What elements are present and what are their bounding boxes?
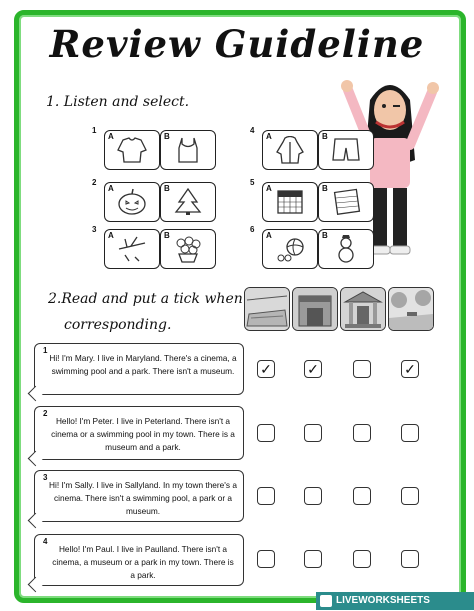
card-number: 1	[43, 346, 48, 355]
option-a-calendar[interactable]	[262, 182, 318, 222]
listen-item	[92, 178, 214, 222]
tick-box-2-pool[interactable]	[257, 424, 275, 442]
text-card-1	[34, 343, 244, 395]
tick-box-3-park[interactable]	[401, 487, 419, 505]
option-b-christmas-tree[interactable]	[160, 182, 216, 222]
text-card-2	[34, 406, 244, 460]
tick-box-4-museum[interactable]	[353, 550, 371, 568]
item-number: 2	[92, 178, 97, 187]
item-number: 6	[250, 225, 255, 234]
option-b-snowman[interactable]	[318, 229, 374, 269]
place-swimming-pool	[244, 287, 290, 331]
tick-box-4-park[interactable]	[401, 550, 419, 568]
option-letter: A	[108, 184, 114, 193]
tick-box-4-cinema[interactable]	[304, 550, 322, 568]
text-card-4	[34, 534, 244, 586]
option-letter: B	[164, 231, 170, 240]
listen-item	[250, 126, 372, 170]
option-a-sweater[interactable]	[104, 130, 160, 170]
shorts-icon	[331, 136, 361, 164]
page-title: Review Guideline	[49, 22, 425, 66]
liveworksheets-badge[interactable]	[316, 592, 474, 610]
card-text: Hello! I'm Peter. I live in Peterland. There isn't a cinema or a swimming pool in my town. There is a museum and a park.	[51, 416, 235, 452]
tank-top-icon	[173, 136, 203, 164]
section-1-heading: 1. Listen and select.	[46, 94, 190, 110]
place-cinema	[292, 287, 338, 331]
listen-item	[250, 225, 372, 269]
place-museum	[340, 287, 386, 331]
tick-box-1-museum[interactable]	[353, 360, 371, 378]
option-b-shorts[interactable]	[318, 130, 374, 170]
option-letter: B	[164, 132, 170, 141]
calendar-icon	[275, 188, 305, 216]
beach-ball-icon	[275, 235, 305, 263]
branch-icon	[117, 235, 147, 263]
tick-box-1-pool[interactable]: ✓	[257, 360, 275, 378]
calendar-icon	[331, 188, 361, 216]
cinema-icon	[293, 288, 337, 330]
pumpkin-icon	[117, 188, 147, 216]
tick-box-3-museum[interactable]	[353, 487, 371, 505]
item-number: 1	[92, 126, 97, 135]
card-text: Hi! I'm Mary. I live in Maryland. There's a cinema, a swimming pool and a park. There isn't a museum.	[49, 353, 237, 376]
tick-box-4-pool[interactable]	[257, 550, 275, 568]
card-text: Hi! I'm Sally. I live in Sallyland. In my town there's a cinema. There isn't a swimming pool, a park or a museum.	[49, 480, 237, 516]
text-card-3	[34, 470, 244, 522]
tick-box-2-museum[interactable]	[353, 424, 371, 442]
item-number: 4	[250, 126, 255, 135]
option-a-branches[interactable]	[104, 229, 160, 269]
tick-box-1-park[interactable]: ✓	[401, 360, 419, 378]
item-number: 3	[92, 225, 97, 234]
listen-item	[92, 126, 214, 170]
option-letter: A	[266, 132, 272, 141]
option-letter: B	[322, 184, 328, 193]
christmas-tree-icon	[173, 188, 203, 216]
museum-icon	[341, 288, 385, 330]
card-number: 2	[43, 409, 48, 418]
section-2-heading	[48, 286, 248, 338]
tick-box-2-park[interactable]	[401, 424, 419, 442]
option-b-january-calendar[interactable]	[318, 182, 374, 222]
option-letter: A	[108, 231, 114, 240]
tick-box-3-pool[interactable]	[257, 487, 275, 505]
snowman-icon	[331, 235, 361, 263]
tick-box-1-cinema[interactable]: ✓	[304, 360, 322, 378]
sweater-icon	[117, 136, 147, 164]
liveworksheets-logo-icon	[320, 595, 332, 607]
option-letter: A	[266, 184, 272, 193]
card-number: 4	[43, 537, 48, 546]
option-letter: B	[164, 184, 170, 193]
option-letter: B	[322, 231, 328, 240]
tick-box-2-cinema[interactable]	[304, 424, 322, 442]
place-park	[388, 287, 434, 331]
raincoat-icon	[275, 136, 305, 164]
swimming-pool-icon	[245, 288, 289, 330]
card-number: 3	[43, 473, 48, 482]
option-letter: B	[322, 132, 328, 141]
option-b-tank-top[interactable]	[160, 130, 216, 170]
option-letter: A	[108, 132, 114, 141]
heading-line-2: corresponding.	[64, 317, 172, 333]
option-letter: A	[266, 231, 272, 240]
item-number: 5	[250, 178, 255, 187]
flowers-icon	[173, 235, 203, 263]
listen-item	[92, 225, 214, 269]
tick-box-3-cinema[interactable]	[304, 487, 322, 505]
park-icon	[389, 288, 433, 330]
option-a-beach[interactable]	[262, 229, 318, 269]
option-b-flower-pot[interactable]	[160, 229, 216, 269]
option-a-raincoat[interactable]	[262, 130, 318, 170]
heading-line-1: 2.Read and put a tick when	[48, 291, 243, 307]
footer-brand: LIVEWORKSHEETS	[336, 595, 430, 606]
card-text: Hello! I'm Paul. I live in Paulland. There isn't a cinema, a museum or a park in my town. There is a park.	[52, 544, 234, 580]
option-a-pumpkin[interactable]	[104, 182, 160, 222]
listen-item	[250, 178, 372, 222]
